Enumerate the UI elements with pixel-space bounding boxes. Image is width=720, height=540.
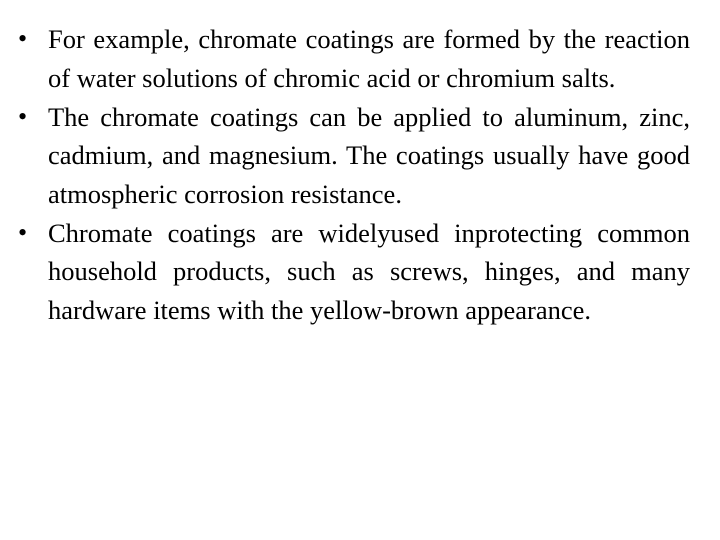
bullet-text-2: The chromate coatings can be applied to aluminum, zinc, cadmium, and magnesium. The coatings usually have good atmospheric corrosion resistance.	[48, 101, 690, 209]
bullet-item-2	[18, 98, 690, 214]
bullet-text-3: Chromate coatings are widelyused inprotecting common household products, such as screws, hinges, and many hardware items with the yellow-brown appearance.	[48, 217, 690, 325]
bullet-item-3	[18, 214, 690, 330]
bullet-item-1	[18, 20, 690, 97]
bullet-list	[18, 20, 690, 329]
bullet-icon: •	[18, 217, 28, 247]
bullet-icon: •	[18, 24, 28, 53]
bullet-text-1: For example, chromate coatings are formed by the reaction of water solutions of chromic acid or chromium salts.	[48, 24, 690, 93]
bullet-icon: •	[18, 101, 28, 131]
